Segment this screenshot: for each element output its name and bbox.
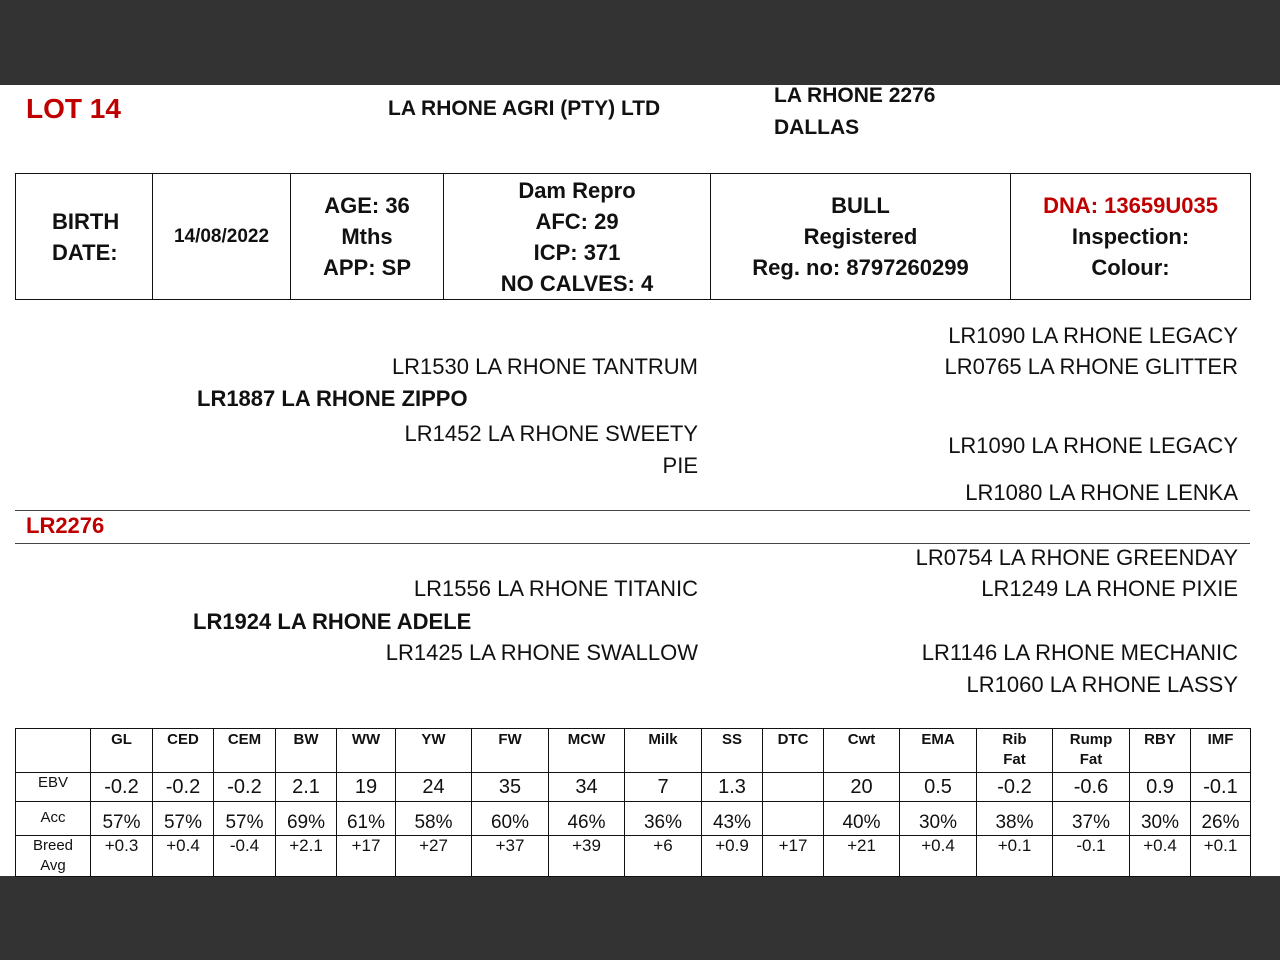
ebv-value-cell: +21 (824, 836, 900, 877)
ebv-row-label-line: Avg (40, 857, 66, 874)
sd-sire: LR1090 LA RHONE LEGACY (948, 433, 1238, 458)
registration-cell (711, 174, 1011, 300)
ebv-value-cell: 58% (396, 802, 472, 836)
ebv-value-cell: 7 (625, 773, 702, 802)
ebv-column-header (276, 729, 337, 773)
ebv-column-header-line: BW (293, 731, 319, 748)
ebv-value-cell: -0.6 (1053, 773, 1130, 802)
ebv-value-cell: 0.5 (900, 773, 977, 802)
ebv-value-cell (763, 802, 824, 836)
ebv-row-label-line: EBV (37, 774, 68, 791)
ebv-value-cell: 0.9 (1130, 773, 1191, 802)
ebv-column-header (702, 729, 763, 773)
ebv-value-cell: +0.4 (900, 836, 977, 877)
ebv-column-header-line: DTC (777, 731, 809, 748)
ebv-column-header-line: YW (421, 731, 446, 748)
ebv-column-header-line: Rump (1069, 731, 1113, 748)
ebv-value-cell: 69% (276, 802, 337, 836)
ebv-row (16, 802, 1251, 836)
ebv-column-header (1053, 729, 1130, 773)
app-value: APP: SP (322, 255, 412, 280)
breeder-name: LA RHONE AGRI (PTY) LTD (388, 97, 661, 120)
ebv-value-cell: -0.2 (214, 773, 276, 802)
lot-number: LOT 14 (26, 93, 121, 124)
ebv-value-cell: +17 (337, 836, 396, 877)
ebv-value-cell (763, 773, 824, 802)
ebv-value-cell: 19 (337, 773, 396, 802)
ebv-column-header-line: IMF (1207, 731, 1234, 748)
ebv-column-header-line: Rib (1002, 731, 1027, 748)
ebv-value-cell: -0.1 (1191, 773, 1251, 802)
dna-cell (1011, 174, 1251, 300)
ebv-value-cell: +0.4 (153, 836, 214, 877)
ebv-column-header (1130, 729, 1191, 773)
ebv-column-header (977, 729, 1053, 773)
dd-dam: LR1060 LA RHONE LASSY (966, 672, 1238, 697)
dna-value: DNA: 13659U035 (1043, 193, 1218, 218)
dam-sire: LR1556 LA RHONE TITANIC (413, 576, 698, 601)
dam: LR1924 LA RHONE ADELE (193, 609, 472, 634)
ebv-value-cell: +17 (763, 836, 824, 877)
sex-value: BULL (831, 193, 890, 218)
ebv-value-cell: +37 (472, 836, 549, 877)
ebv-value-cell: +0.4 (1130, 836, 1191, 877)
ebv-value-cell: 24 (396, 773, 472, 802)
ebv-table (15, 728, 1251, 877)
ebv-value-cell: 43% (702, 802, 763, 836)
ds-sire: LR0754 LA RHONE GREENDAY (915, 545, 1238, 570)
sire-dam-line2: PIE (662, 453, 698, 478)
birth-date-label (16, 174, 153, 300)
ebv-column-header (1191, 729, 1251, 773)
ebv-column-header-line: SS (721, 731, 742, 748)
ebv-column-header-line: Milk (648, 731, 678, 748)
ebv-column-header (824, 729, 900, 773)
ebv-column-header-line: FW (498, 731, 522, 748)
ebv-value-cell: 60% (472, 802, 549, 836)
ebv-column-header (91, 729, 153, 773)
inspection-label: Inspection: (1071, 224, 1190, 249)
no-calves-value: NO CALVES: 4 (500, 270, 654, 296)
dam-repro-label: Dam Repro (518, 177, 636, 203)
ebv-value-cell: +39 (549, 836, 625, 877)
animal-id: LR2276 (26, 513, 105, 538)
age-line1: AGE: 36 (324, 193, 410, 218)
birth-date-value: 14/08/2022 (153, 174, 291, 300)
sire-dam-line1: LR1452 LA RHONE SWEETY (404, 421, 698, 446)
ebv-value-cell: +27 (396, 836, 472, 877)
lot-page (0, 85, 1280, 876)
dam-dam: LR1425 LA RHONE SWALLOW (385, 640, 698, 665)
ebv-value-cell: 40% (824, 802, 900, 836)
ebv-row-label (16, 802, 91, 836)
ebv-column-header (625, 729, 702, 773)
ebv-column-header (153, 729, 214, 773)
birth-label-line2: DATE: (52, 239, 118, 265)
ebv-value-cell: 30% (1130, 802, 1191, 836)
ebv-column-header-line: RBY (1144, 731, 1176, 748)
ebv-column-header-line: MCW (567, 731, 606, 748)
ebv-value-cell: 20 (824, 773, 900, 802)
afc-value: AFC: 29 (535, 208, 619, 234)
divider-top (15, 510, 1250, 511)
ebv-row-label-line: Breed (32, 837, 74, 854)
ss-sire: LR1090 LA RHONE LEGACY (948, 323, 1238, 348)
ds-dam: LR1249 LA RHONE PIXIE (981, 576, 1238, 601)
sire: LR1887 LA RHONE ZIPPO (197, 386, 468, 411)
ebv-column-header (337, 729, 396, 773)
ebv-value-cell: 35 (472, 773, 549, 802)
ss-dam: LR0765 LA RHONE GLITTER (944, 354, 1238, 379)
animal-info-table (15, 173, 1251, 300)
ebv-value-cell: 1.3 (702, 773, 763, 802)
ebv-row-label-line: Acc (40, 809, 66, 826)
sd-dam: LR1080 LA RHONE LENKA (965, 480, 1238, 505)
ebv-value-cell: 57% (91, 802, 153, 836)
age-cell (291, 174, 444, 300)
registration-status: Registered (803, 224, 918, 249)
ebv-value-cell: 30% (900, 802, 977, 836)
ebv-column-header-line: CEM (227, 731, 262, 748)
ebv-column-header (472, 729, 549, 773)
ebv-value-cell: +2.1 (276, 836, 337, 877)
ebv-value-cell: 26% (1191, 802, 1251, 836)
ebv-column-header (214, 729, 276, 773)
ebv-value-cell: 37% (1053, 802, 1130, 836)
animal-name-line1: LA RHONE 2276 (774, 84, 936, 107)
ebv-value-cell: +0.1 (977, 836, 1053, 877)
ebv-value-cell: -0.2 (153, 773, 214, 802)
ebv-corner-cell (16, 729, 91, 773)
ebv-column-header-line: Fat (1079, 751, 1103, 768)
ebv-column-header (763, 729, 824, 773)
ebv-value-cell: -0.4 (214, 836, 276, 877)
ebv-column-header-line: CED (167, 731, 199, 748)
ebv-value-cell: 36% (625, 802, 702, 836)
ebv-row (16, 836, 1251, 877)
dam-repro-cell (444, 174, 711, 300)
animal-name-line2: DALLAS (774, 116, 860, 139)
ebv-row (16, 773, 1251, 802)
ebv-value-cell: +0.1 (1191, 836, 1251, 877)
ebv-header-row (16, 729, 1251, 773)
animal-name (774, 80, 935, 144)
ebv-column-header-line: Cwt (847, 731, 876, 748)
ebv-value-cell: 2.1 (276, 773, 337, 802)
ebv-value-cell: +0.3 (91, 836, 153, 877)
ebv-row-label (16, 836, 91, 877)
registration-number: Reg. no: 8797260299 (752, 255, 969, 280)
ebv-value-cell: -0.2 (91, 773, 153, 802)
colour-label: Colour: (1091, 255, 1170, 280)
ebv-value-cell: 46% (549, 802, 625, 836)
ebv-column-header-line: Fat (1003, 751, 1026, 768)
ebv-column-header-line: EMA (921, 731, 955, 748)
divider-bottom (15, 543, 1250, 544)
ebv-column-header (549, 729, 625, 773)
ebv-value-cell: 57% (214, 802, 276, 836)
ebv-value-cell: 61% (337, 802, 396, 836)
ebv-column-header-line: WW (351, 731, 381, 748)
ebv-value-cell: -0.2 (977, 773, 1053, 802)
ebv-value-cell: -0.1 (1053, 836, 1130, 877)
sire-dam (405, 418, 698, 482)
ebv-value-cell: +0.9 (702, 836, 763, 877)
ebv-column-header (396, 729, 472, 773)
age-line2: Mths (341, 224, 393, 249)
dd-sire: LR1146 LA RHONE MECHANIC (921, 640, 1238, 665)
ebv-column-header (900, 729, 977, 773)
ebv-column-header-line: GL (111, 731, 132, 748)
ebv-value-cell: +6 (625, 836, 702, 877)
ebv-value-cell: 34 (549, 773, 625, 802)
ebv-row-label (16, 773, 91, 802)
sire-sire: LR1530 LA RHONE TANTRUM (391, 354, 698, 379)
ebv-value-cell: 57% (153, 802, 214, 836)
birth-label-line1: BIRTH (52, 208, 120, 234)
icp-value: ICP: 371 (533, 239, 621, 265)
ebv-value-cell: 38% (977, 802, 1053, 836)
